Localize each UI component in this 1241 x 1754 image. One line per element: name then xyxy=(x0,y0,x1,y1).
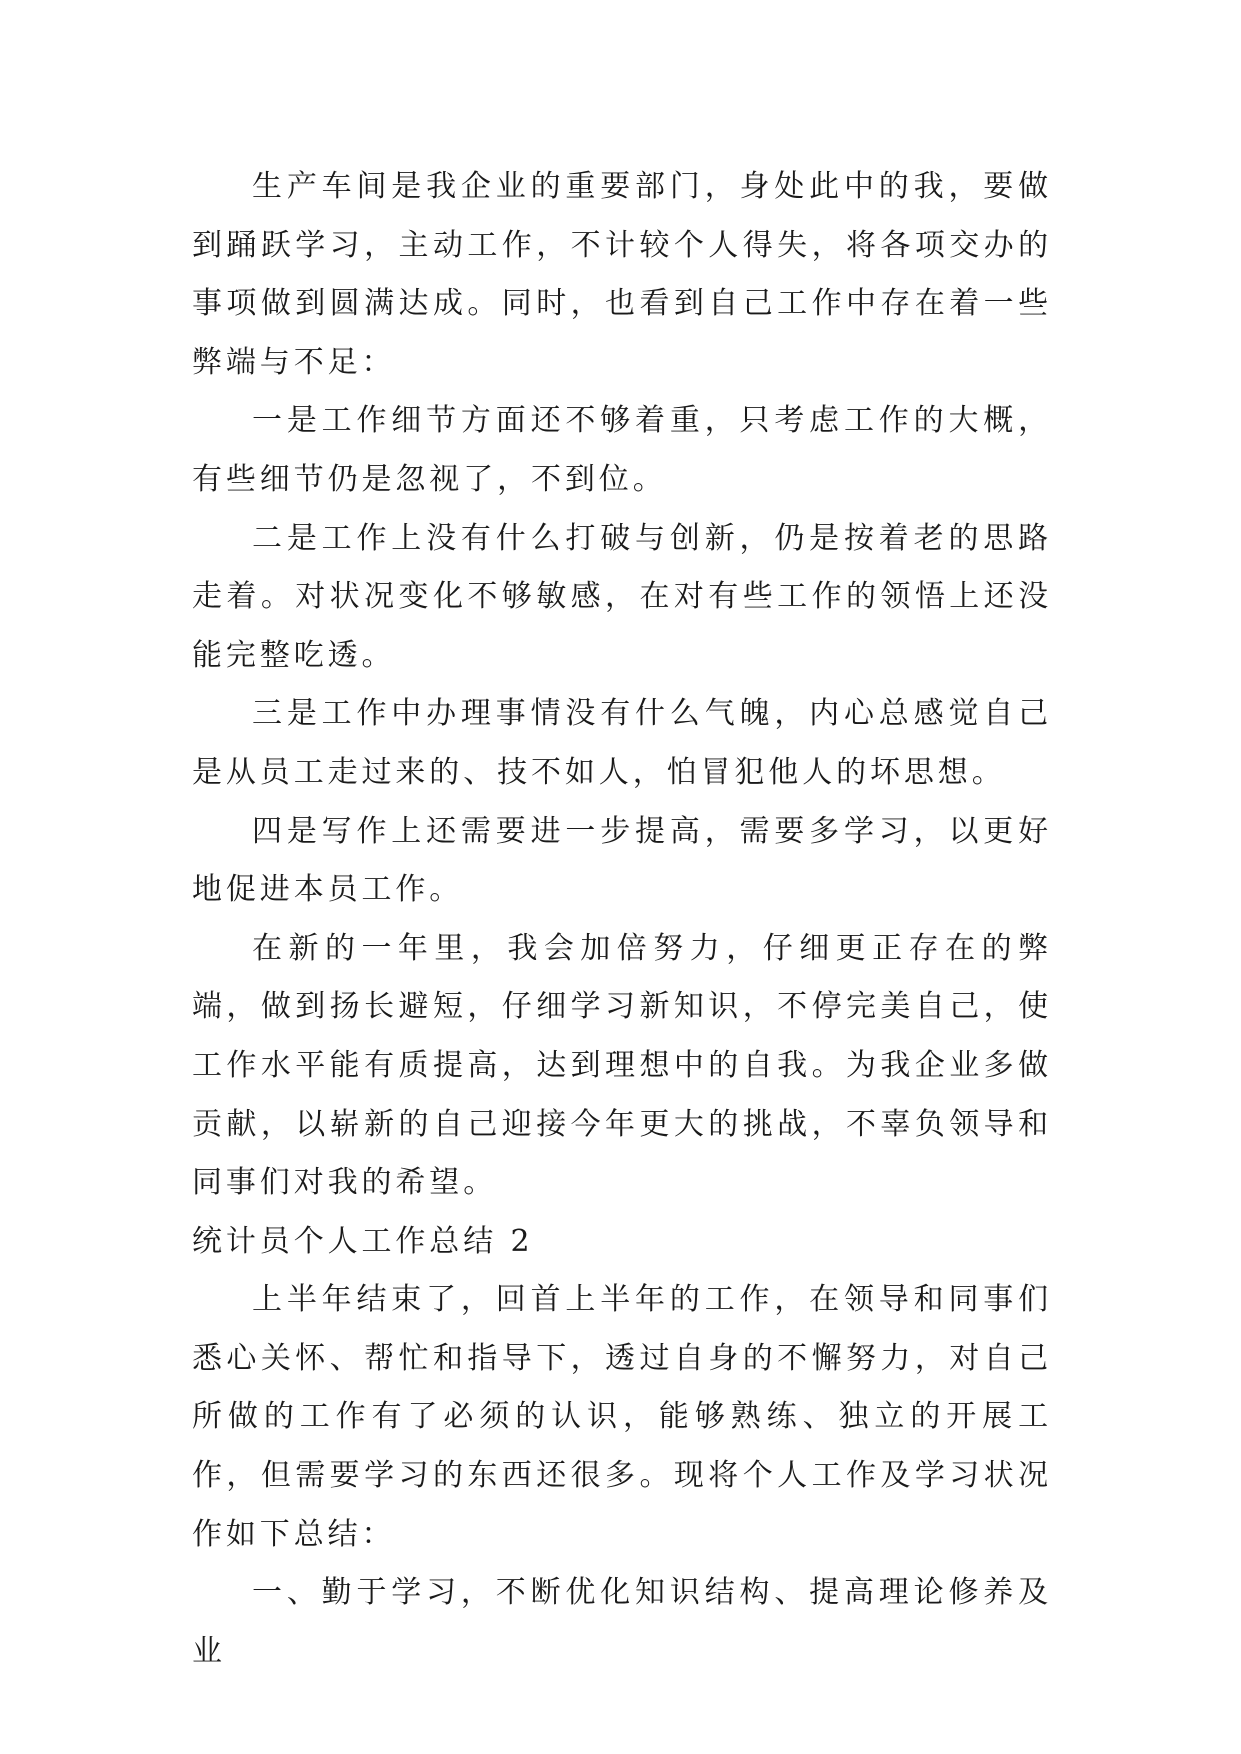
paragraph-intro: 生产车间是我企业的重要部门，身处此中的我，要做到踊跃学习，主动工作，不计较个人得失，将各项交办的事项做到圆满达成。同时，也看到自己工作中存在着一些弊端与不足： xyxy=(192,169,1052,380)
paragraph-point-three: 三是工作中办理事情没有什么气魄，内心总感觉自己是从员工走过来的、技不如人，怕冒犯他人的坏思想。 xyxy=(192,696,1052,790)
section-title: 统计员个人工作总结 2 xyxy=(192,1223,534,1259)
paragraph-conclusion: 在新的一年里，我会加倍努力，仔细更正存在的弊端，做到扬长避短，仔细学习新知识，不停完美自己，使工作水平能有质提高，达到理想中的自我。为我企业多做贡献，以崭新的自己迎接今年更大的挑战，不辜负领导和同事们对我的希望。 xyxy=(192,930,1052,1201)
paragraph-point-two: 二是工作上没有什么打破与创新，仍是按着老的思路走着。对状况变化不够敏感，在对有些工作的领悟上还没能完整吃透。 xyxy=(192,520,1052,673)
paragraph-point-four: 四是写作上还需要进一步提高，需要多学习，以更好地促进本员工作。 xyxy=(192,813,1052,908)
paragraph-section2-item-one: 一、勤于学习，不断优化知识结构、提高理论修养及业 xyxy=(192,1575,1052,1669)
paragraph-point-one: 一是工作细节方面还不够着重，只考虑工作的大概，有些细节仍是忽视了，不到位。 xyxy=(192,403,1052,497)
document-body xyxy=(192,158,1052,1681)
paragraph-section2-intro: 上半年结束了，回首上半年的工作，在领导和同事们悉心关怀、帮忙和指导下，透过自身的不懈努力，对自己所做的工作有了必须的认识，能够熟练、独立的开展工作，但需要学习的东西还很多。现将个人工作及学习状况作如下总结： xyxy=(192,1282,1052,1552)
